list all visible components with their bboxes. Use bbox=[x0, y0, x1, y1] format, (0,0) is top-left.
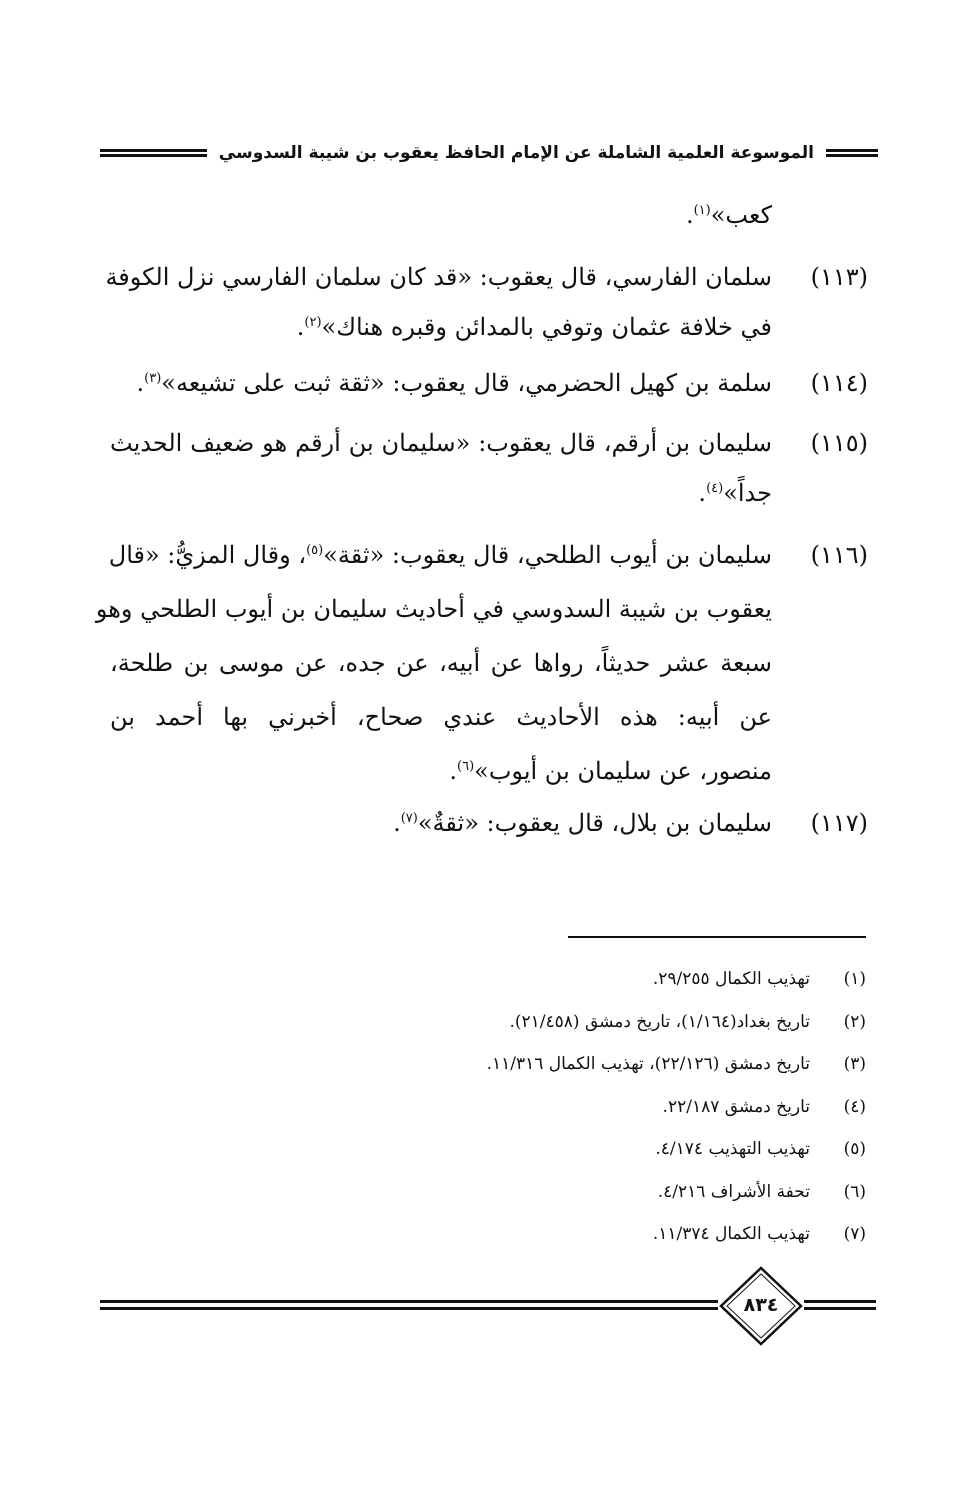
line-text: سليمان بن أيوب الطلحي، قال يعقوب: «ثقة» bbox=[323, 541, 772, 569]
entry-line bbox=[110, 358, 868, 408]
line-tail: . bbox=[136, 369, 145, 397]
entry-line bbox=[110, 528, 868, 582]
line-tail: . bbox=[393, 809, 401, 837]
line-tail: . bbox=[296, 313, 305, 341]
footnote-text: تهذيب الكمال ٢٩/٢٥٥. bbox=[652, 969, 810, 989]
footnote bbox=[300, 1171, 866, 1214]
line-text: كعب» bbox=[710, 201, 772, 229]
entry-line bbox=[110, 798, 868, 848]
entry-number: (١١٦) bbox=[810, 541, 868, 569]
line-text: سليمان بن أرقم، قال يعقوب: «سليمان بن أرقم هو ضعيف الحديث bbox=[110, 429, 772, 457]
footnote-number: (٣) bbox=[843, 1054, 866, 1074]
footnotes bbox=[300, 958, 866, 1256]
page-number: ٨٣٤ bbox=[743, 1294, 779, 1316]
line-text: سلمة بن كهيل الحضرمي، قال يعقوب: «ثقة ثبت على تشيعه» bbox=[161, 369, 772, 397]
header-rule-left bbox=[100, 149, 207, 157]
footnote-ref: (٥) bbox=[306, 543, 324, 558]
header-title: الموسوعة العلمية الشاملة عن الإمام الحافظ يعقوب بن شيبة السدوسي bbox=[218, 143, 814, 163]
footnote-number: (١) bbox=[843, 969, 866, 989]
footnote-text: تهذيب التهذيب ٤/١٧٤. bbox=[655, 1139, 810, 1159]
entry-number: (١١٧) bbox=[810, 809, 868, 837]
footnote-number: (٧) bbox=[843, 1224, 866, 1244]
line-tail: . bbox=[698, 479, 707, 507]
footnote-number: (٦) bbox=[843, 1181, 866, 1202]
entry-number: (١١٣) bbox=[810, 263, 868, 291]
body-text bbox=[95, 190, 868, 848]
line-text: سليمان بن بلال، قال يعقوب: «ثقةٌ» bbox=[417, 809, 772, 837]
footnote-number: (٥) bbox=[843, 1139, 866, 1159]
footer-rule-right bbox=[804, 1300, 876, 1310]
entry-line bbox=[105, 252, 868, 302]
footnote-text: تاريخ دمشق (٢٢/١٢٦)، تهذيب الكمال ١١/٣١٦. bbox=[486, 1054, 810, 1074]
text-line bbox=[110, 302, 868, 352]
footnote-separator bbox=[568, 936, 866, 938]
footnote-text: تاريخ بغداد(١/١٦٤)، تاريخ دمشق (٢١/٤٥٨). bbox=[509, 1011, 810, 1032]
line-tail: . bbox=[685, 201, 694, 229]
text-line bbox=[110, 744, 868, 798]
footnote bbox=[300, 1213, 866, 1256]
line-text: سلمان الفارسي، قال يعقوب: «قد كان سلمان الفارسي نزل الكوفة bbox=[105, 263, 772, 291]
text-line bbox=[110, 690, 868, 744]
footnote-ref: (٣) bbox=[144, 371, 162, 386]
line-text: جداً» bbox=[723, 479, 772, 507]
footnote bbox=[300, 1128, 866, 1171]
footnote-number: (٢) bbox=[843, 1011, 866, 1032]
line-text: ، وقال المزيُّ: «قال bbox=[108, 541, 307, 569]
footnote bbox=[300, 1043, 866, 1086]
line-text: في خلافة عثمان وتوفي بالمدائن وقبره هناك» bbox=[321, 313, 772, 341]
footnote-number: (٤) bbox=[843, 1096, 866, 1117]
line-tail: . bbox=[449, 757, 458, 785]
text-line bbox=[110, 190, 868, 240]
footnote bbox=[300, 1086, 866, 1129]
footer-rule-left bbox=[100, 1300, 718, 1310]
running-header bbox=[100, 136, 878, 170]
line-text: يعقوب بن شيبة السدوسي في أحاديث سليمان بن أيوب الطلحي وهو bbox=[95, 595, 772, 623]
header-rule-right bbox=[826, 149, 878, 157]
text-line bbox=[95, 582, 868, 636]
footnote-text: تهذيب الكمال ١١/٣٧٤. bbox=[652, 1224, 810, 1244]
line-text: سبعة عشر حديثاً، رواها عن أبيه، عن جده، عن موسى بن طلحة، bbox=[110, 649, 772, 677]
footnote-ref: (١) bbox=[693, 203, 711, 218]
footnote-ref: (٢) bbox=[304, 315, 322, 330]
entry-number: (١١٥) bbox=[810, 429, 868, 457]
footnote-ref: (٤) bbox=[706, 481, 724, 496]
text-line bbox=[110, 468, 868, 518]
footnote bbox=[300, 1001, 866, 1044]
footnote-text: تحفة الأشراف ٤/٢١٦. bbox=[657, 1181, 810, 1202]
line-text: عن أبيه: هذه الأحاديث عندي صحاح، أخبرني بها أحمد بن bbox=[110, 703, 772, 731]
footnote-ref: (٦) bbox=[457, 759, 475, 774]
footnote bbox=[300, 958, 866, 1001]
footnote-text: تاريخ دمشق ٢٢/١٨٧. bbox=[662, 1096, 810, 1117]
entry-number: (١١٤) bbox=[810, 369, 868, 397]
line-text: منصور، عن سليمان بن أيوب» bbox=[474, 757, 772, 785]
entry-line bbox=[110, 418, 868, 468]
text-line bbox=[110, 636, 868, 690]
footnote-ref: (٧) bbox=[400, 811, 418, 826]
